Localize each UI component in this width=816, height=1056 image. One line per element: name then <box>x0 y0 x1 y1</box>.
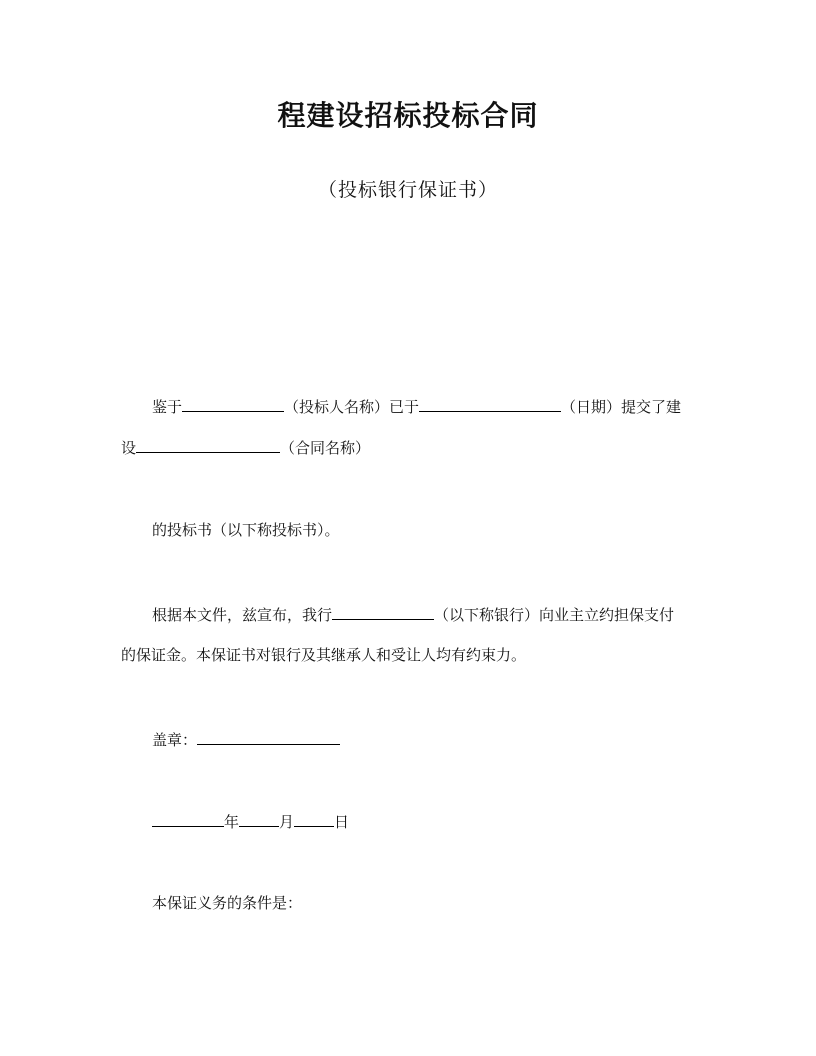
paragraph-line <box>152 603 674 625</box>
day-label: 日 <box>334 813 350 831</box>
blank-day-field[interactable] <box>294 810 334 827</box>
document-subtitle: （投标银行保证书） <box>317 179 498 201</box>
text-segment: （投标人名称）已于 <box>284 398 420 416</box>
seal-label: 盖章： <box>152 731 198 749</box>
seal-line <box>152 728 340 750</box>
paragraph-line: 的保证金。本保证书对银行及其继承人和受让人均有约束力。 <box>121 646 527 664</box>
blank-seal-field[interactable] <box>197 728 340 745</box>
blank-month-field[interactable] <box>239 810 279 827</box>
blank-year-field[interactable] <box>152 810 224 827</box>
date-line <box>152 810 349 832</box>
text-segment: 鉴于 <box>152 398 183 416</box>
text-segment: 设 <box>121 439 137 457</box>
conditions-heading: 本保证义务的条件是： <box>152 894 303 912</box>
paragraph-line: 的投标书（以下称投标书）。 <box>152 521 340 539</box>
text-segment: 根据本文件，兹宣布，我行 <box>152 606 333 624</box>
paragraph-line <box>121 436 370 458</box>
text-segment: （以下称银行）向业主立约担保支付 <box>434 606 675 624</box>
text-segment: （合同名称） <box>280 439 371 457</box>
blank-contract-field[interactable] <box>136 436 280 453</box>
text-segment: （日期）提交了建 <box>561 398 682 416</box>
paragraph-line <box>152 395 681 417</box>
document-title: 程建设招标投标合同 <box>277 99 539 132</box>
month-label: 月 <box>279 813 295 831</box>
blank-bank-field[interactable] <box>332 603 434 620</box>
blank-bidder-field[interactable] <box>182 395 284 412</box>
blank-date-field[interactable] <box>419 395 561 412</box>
year-label: 年 <box>224 813 240 831</box>
